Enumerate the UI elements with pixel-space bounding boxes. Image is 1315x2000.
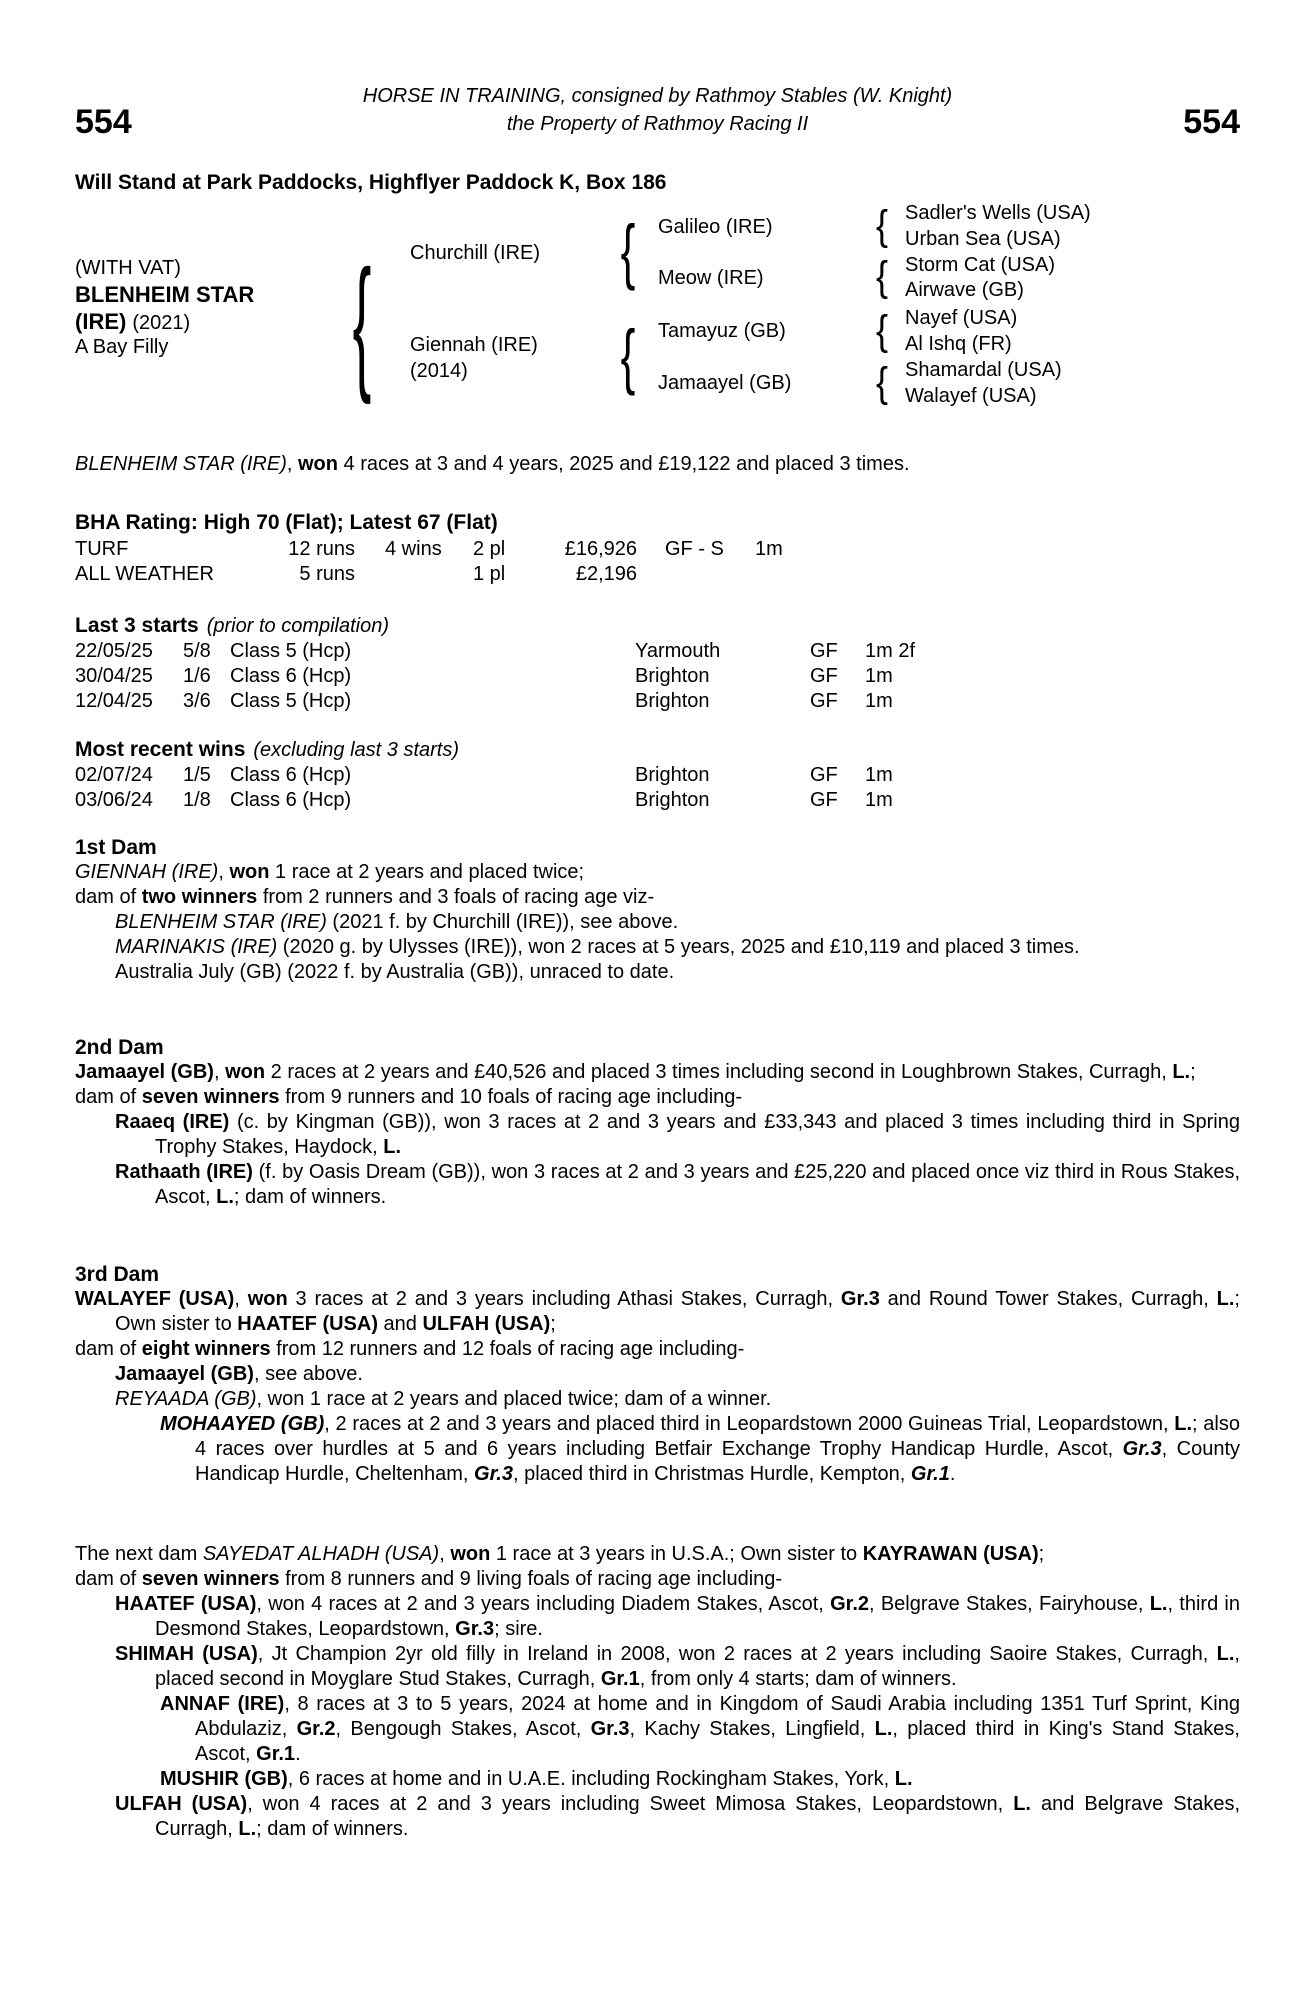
table-cell: 03/06/24 [75,789,153,811]
brace-icon: { [875,359,889,407]
pedigree-dam-year: (2014) [410,360,468,382]
table-cell: 1m [865,789,893,811]
table-row [75,639,1240,664]
next-dam-section [75,1542,1240,1842]
table-cell: 1m [755,538,783,560]
text-segment: ; [1190,1061,1196,1083]
brace-icon: { [875,253,889,301]
text-segment: HAATEF (USA) [237,1313,378,1335]
second-dam-paragraphs [75,1060,1240,1210]
great-grandsire: Nayef (USA) [905,307,1018,329]
table-cell: 1m 2f [865,640,916,662]
pedigree-paragraph [75,1110,1240,1160]
table-row [75,664,1240,689]
section-subtitle: (prior to compilation) [206,615,390,637]
text-segment: , won 4 races at 2 and 3 years including Sweet Mimosa Stakes, Leopardstown, [247,1793,1014,1815]
table-cell: 22/05/25 [75,640,153,662]
table-row [75,562,1240,587]
recent-wins-heading [75,737,1240,763]
stats-table [75,537,1240,587]
text-segment: Gr.3 [590,1718,630,1740]
pedigree-paragraph [75,452,1240,477]
text-segment: 1 race at 2 years and placed twice; [269,861,585,883]
table-cell: 30/04/25 [75,665,153,687]
last-3-starts-table [75,639,1240,714]
text-segment: Gr.3 [455,1618,495,1640]
lot-number-left: 554 [75,103,132,141]
text-segment: , placed second in Moyglare Stud Stakes, Curragh, [155,1643,1240,1690]
table-cell: Class 6 (Hcp) [230,764,352,786]
next-dam-paragraphs [75,1542,1240,1842]
table-cell: £16,926 [564,538,637,560]
text-segment: ; dam of winners. [233,1186,387,1208]
text-segment: , [234,1288,248,1310]
text-segment: ; sire. [494,1618,543,1640]
text-segment: L. [238,1818,257,1840]
text-segment: dam of [75,1568,142,1590]
table-cell: 3/6 [183,690,211,712]
sire-sire: Galileo (IRE) [658,216,773,238]
table-cell: 2 pl [473,538,506,560]
great-granddam: Airwave (GB) [905,279,1024,301]
great-grandsire: Storm Cat (USA) [905,254,1056,276]
horse-name: BLENHEIM STAR [75,282,255,307]
text-segment: , from only 4 starts; dam of winners. [639,1668,957,1690]
table-cell: GF [810,690,838,712]
first-dam-section [75,835,1240,985]
text-segment: (f. by Oasis Dream (GB)), won 3 races at 2 and 3 years and £25,220 and placed once viz third in Rous Stakes, Ascot, [155,1161,1240,1208]
text-segment: 3 races at 2 and 3 years including Athasi Stakes, Curragh, [287,1288,841,1310]
text-segment: ; also 4 races over hurdles at 5 and 6 years including Betfair Exchange Trophy Handicap Hurdle, Ascot, [195,1413,1240,1460]
horse-birth-year: (2021) [132,312,191,334]
text-segment: Jamaayel (GB) [115,1363,254,1385]
pedigree-paragraph [75,1337,1240,1362]
horse-country-suffix: (IRE) [75,309,127,334]
lot-number-right: 554 [1183,103,1240,141]
text-segment: ; [1038,1543,1045,1565]
text-segment: . [295,1743,301,1765]
text-segment: , Bengough Stakes, Ascot, [335,1718,591,1740]
vat-note: (WITH VAT) [75,257,181,279]
pedigree-paragraph [75,1060,1240,1085]
text-segment: L. [1216,1288,1235,1310]
last-3-starts-section [75,613,1240,714]
pedigree-paragraph [75,1567,1240,1592]
text-segment: Rathaath (IRE) [115,1161,253,1183]
table-cell: Class 6 (Hcp) [230,665,352,687]
text-segment: L. [1013,1793,1031,1815]
bha-rating: BHA Rating: High 70 (Flat); Latest 67 (Flat) [75,511,498,534]
text-segment: L. [1174,1413,1193,1435]
text-segment: dam of [75,1086,142,1108]
pedigree-paragraph [75,1642,1240,1692]
text-segment: Gr.3 [1122,1438,1162,1460]
text-segment: dam of [75,1338,142,1360]
section-title: 1st Dam [75,836,157,859]
text-segment: ; Own sister to [115,1288,1240,1335]
text-segment: Gr.1 [256,1743,296,1765]
text-segment: Raaeq (IRE) [115,1111,230,1133]
table-cell: 1/8 [183,789,211,811]
pedigree-paragraph [75,1387,1240,1412]
text-segment: dam of [75,886,142,908]
great-granddam: Walayef (USA) [905,385,1037,407]
pedigree-chart [0,200,1315,430]
recent-wins-table [75,763,1240,813]
text-segment: seven winners [141,1086,280,1108]
pedigree-paragraph [75,1412,1240,1487]
text-segment: L. [1149,1593,1168,1615]
third-dam-section [75,1262,1240,1487]
text-segment: HAATEF (USA) [115,1593,257,1615]
text-segment: Jamaayel (GB) [75,1061,214,1083]
text-segment: , see above. [253,1363,363,1385]
pedigree-paragraph [75,1542,1240,1567]
table-cell: 1/6 [183,665,211,687]
table-cell: 5/8 [183,640,211,662]
section-title: Last 3 starts [75,614,199,637]
brace-icon: { [875,307,889,355]
section-title: Most recent wins [75,738,246,761]
text-segment: KAYRAWAN (USA) [862,1543,1039,1565]
table-cell: GF [810,640,838,662]
text-segment: , 6 races at home and in U.A.E. including Rockingham Stakes, York, [287,1768,895,1790]
text-segment: , Kachy Stakes, Lingfield, [629,1718,875,1740]
text-segment: , won 1 race at 2 years and placed twice; dam of a winner. [256,1388,772,1410]
pedigree-paragraph [75,1592,1240,1642]
text-segment: and [378,1313,423,1335]
race-summary [75,452,1240,477]
table-cell: GF [810,789,838,811]
text-segment: , placed third in Christmas Hurdle, Kempton, [512,1463,911,1485]
pedigree-paragraph [75,960,1240,985]
text-segment: won [450,1543,491,1565]
text-segment: and Belgrave Stakes, Curragh, [155,1793,1240,1840]
text-segment: MOHAAYED (GB) [160,1413,325,1435]
recent-wins-section [75,737,1240,813]
great-granddam: Al Ishq (FR) [905,333,1012,355]
text-segment: , [286,453,298,475]
text-segment: , Belgrave Stakes, Fairyhouse, [869,1593,1150,1615]
consignment-line: HORSE IN TRAINING, consigned by Rathmoy Stables (W. Knight) [362,85,953,107]
text-segment: , placed third in King's Stand Stakes, Ascot, [195,1718,1240,1765]
table-cell: 12/04/25 [75,690,153,712]
pedigree-paragraph [75,885,1240,910]
text-segment: L. [216,1186,234,1208]
brace-icon: { [620,317,636,397]
text-segment: , [439,1543,451,1565]
text-segment: BLENHEIM STAR (IRE) [75,453,287,475]
dam-sire: Tamayuz (GB) [658,320,786,342]
dam-dam: Jamaayel (GB) [658,372,792,394]
text-segment: eight winners [141,1338,271,1360]
pedigree-paragraph [75,1767,1240,1792]
great-grandsire: Sadler's Wells (USA) [905,202,1091,224]
brace-icon: { [875,202,889,250]
text-segment: Gr.2 [296,1718,336,1740]
table-cell: 1m [865,665,893,687]
text-segment: , [218,861,230,883]
pedigree-paragraph [75,935,1240,960]
stand-location: Will Stand at Park Paddocks, Highflyer Paddock K, Box 186 [75,171,667,194]
table-cell: TURF [75,538,129,560]
table-cell: 1 pl [473,563,506,585]
text-segment: MARINAKIS (IRE) [115,936,278,958]
text-segment: , 2 races at 2 and 3 years and placed third in Leopardstown 2000 Guineas Trial, Leopardstown, [324,1413,1175,1435]
text-segment: , third in Desmond Stakes, Leopardstown, [155,1593,1241,1640]
pedigree-paragraph [75,1085,1240,1110]
pedigree-paragraph [75,1160,1240,1210]
pedigree-paragraph [75,1792,1240,1842]
pedigree-paragraph [75,1287,1240,1337]
text-segment: 4 races at 3 and 4 years, 2025 and £19,122 and placed 3 times. [338,453,910,475]
text-segment: won [229,861,270,883]
pedigree-paragraph [75,1362,1240,1387]
table-cell: Class 5 (Hcp) [230,640,352,662]
text-segment: , won 4 races at 2 and 3 years including Diadem Stakes, Ascot, [256,1593,831,1615]
text-segment: from 8 runners and 9 living foals of racing age including- [279,1568,783,1590]
text-segment: Gr.3 [840,1288,880,1310]
text-segment: from 2 runners and 3 foals of racing age viz- [257,886,655,908]
text-segment: ANNAF (IRE) [160,1693,285,1715]
table-row [75,689,1240,714]
pedigree-dam: Giennah (IRE) [410,334,538,356]
table-cell: Brighton [635,665,710,687]
text-segment: 1 race at 3 years in U.S.A.; Own sister to [490,1543,863,1565]
table-cell: £2,196 [575,563,637,585]
text-segment: L. [1216,1643,1235,1665]
section-subtitle: (excluding last 3 starts) [253,739,460,761]
text-segment: L. [383,1136,402,1158]
text-segment: Gr.2 [830,1593,870,1615]
text-segment: (2020 g. by Ulysses (IRE)), won 2 races at 5 years, 2025 and £10,119 and placed 3 times. [277,936,1080,958]
text-segment: (2021 f. by Churchill (IRE)), see above. [326,911,679,933]
table-cell: Brighton [635,789,710,811]
text-segment: REYAADA (GB) [115,1388,257,1410]
table-cell: GF - S [665,538,724,560]
text-segment: won [298,453,338,475]
table-cell: Brighton [635,690,710,712]
last-3-starts-heading [75,613,1240,639]
first-dam-paragraphs [75,860,1240,985]
text-segment: L. [874,1718,893,1740]
table-cell: 02/07/24 [75,764,153,786]
text-segment: 2 races at 2 years and £40,526 and placed 3 times including second in Loughbrown Stakes, Curragh, [265,1061,1173,1083]
text-segment: MUSHIR (GB) [160,1768,288,1790]
brace-icon: { [620,212,636,292]
text-segment: , [213,1061,226,1083]
table-cell: 12 runs [288,538,355,560]
text-segment: Gr.1 [600,1668,640,1690]
text-segment: , County Handicap Hurdle, Cheltenham, [195,1438,1240,1485]
text-segment: ; dam of winners. [256,1818,409,1840]
table-row [75,537,1240,562]
text-segment: , Jt Champion 2yr old filly in Ireland in 2008, won 2 races at 2 years including Saoire Stakes, Curragh, [257,1643,1217,1665]
text-segment: won [247,1288,288,1310]
table-cell: Class 6 (Hcp) [230,789,352,811]
brace-icon: { [352,243,372,407]
table-cell: Class 5 (Hcp) [230,690,352,712]
text-segment: and Round Tower Stakes, Curragh, [879,1288,1217,1310]
table-cell: GF [810,764,838,786]
text-segment: Gr.1 [910,1463,950,1485]
horse-description: A Bay Filly [75,336,169,358]
text-segment: from 12 runners and 12 foals of racing age including- [270,1338,745,1360]
text-segment: , 8 races at 3 to 5 years, 2024 at home and in Kingdom of Saudi Arabia including 1351 Turf Sprint, King Abdulaziz, [195,1693,1240,1740]
horse-name-suffix-line [75,309,190,336]
table-cell: Yarmouth [635,640,721,662]
table-cell: 4 wins [385,538,442,560]
table-cell: 1m [865,690,893,712]
text-segment: from 9 runners and 10 foals of racing age including- [279,1086,743,1108]
text-segment: ; [550,1313,556,1335]
text-segment: The next dam [75,1543,203,1565]
pedigree-paragraph [75,1692,1240,1767]
table-cell: ALL WEATHER [75,563,214,585]
text-segment: SHIMAH (USA) [115,1643,258,1665]
pedigree-paragraph [75,860,1240,885]
section-title: 3rd Dam [75,1263,160,1286]
table-row [75,763,1240,788]
text-segment: GIENNAH (IRE) [75,861,219,883]
pedigree-paragraph [75,910,1240,935]
table-cell: 1/5 [183,764,211,786]
text-segment: (c. by Kingman (GB)), won 3 races at 2 and 3 years and £33,343 and placed 3 times including third in Spring Trophy Stakes, Haydock, [155,1111,1240,1158]
text-segment: ULFAH (USA) [115,1793,248,1815]
table-cell: 1m [865,764,893,786]
text-segment: Gr.3 [474,1463,513,1485]
text-segment: Australia July (GB) (2022 f. by Australia (GB)), unraced to date. [115,961,675,983]
table-cell: 5 runs [299,563,355,585]
second-dam-section [75,1035,1240,1210]
property-line: the Property of Rathmoy Racing II [506,113,809,135]
text-segment: seven winners [141,1568,280,1590]
text-segment: WALAYEF (USA) [75,1288,235,1310]
third-dam-paragraphs [75,1287,1240,1487]
table-row [75,788,1240,813]
text-segment: . [949,1463,956,1485]
great-granddam: Urban Sea (USA) [905,228,1061,250]
sire-dam: Meow (IRE) [658,267,764,289]
text-segment: two winners [141,886,258,908]
pedigree-sire: Churchill (IRE) [410,242,541,264]
text-segment: L. [1172,1061,1191,1083]
table-cell: Brighton [635,764,710,786]
section-title: 2nd Dam [75,1036,164,1059]
text-segment: won [225,1061,266,1083]
table-cell: GF [810,665,838,687]
text-segment: ULFAH (USA) [422,1313,551,1335]
text-segment: BLENHEIM STAR (IRE) [115,911,327,933]
great-grandsire: Shamardal (USA) [905,359,1062,381]
text-segment: L. [894,1768,913,1790]
text-segment: SAYEDAT ALHADH (USA) [202,1543,440,1565]
